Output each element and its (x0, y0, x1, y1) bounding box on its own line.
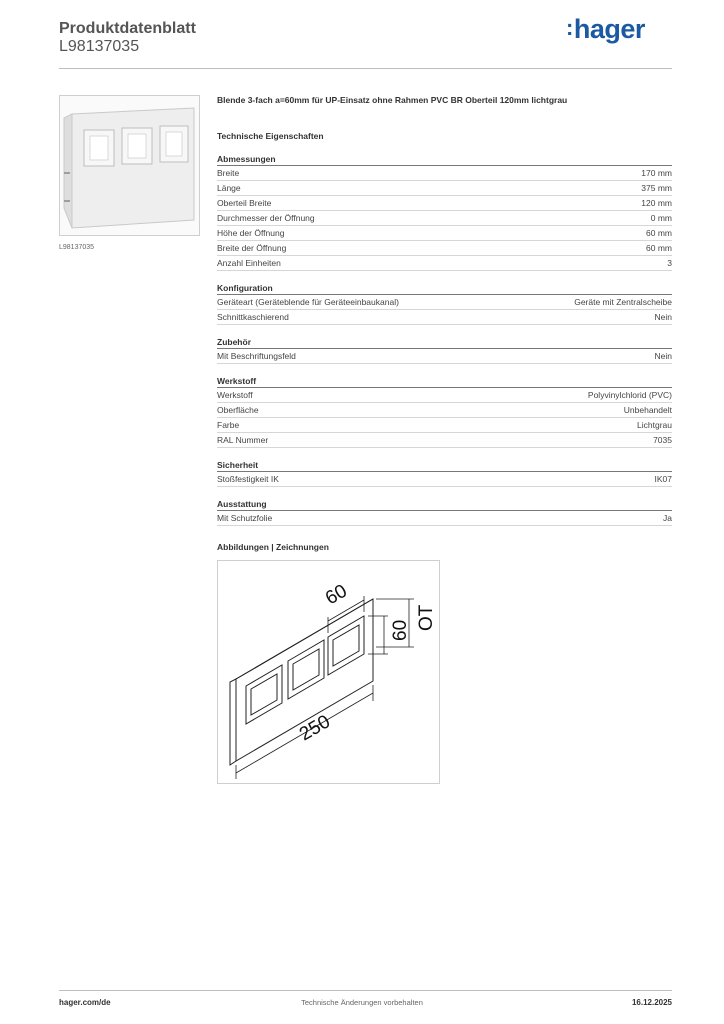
spec-label: RAL Nummer (217, 435, 269, 445)
hager-logo (566, 14, 645, 45)
footer-website[interactable]: hager.com/de (59, 998, 111, 1007)
spec-label: Werkstoff (217, 390, 253, 400)
spec-row (217, 226, 672, 241)
spec-row (217, 511, 672, 526)
product-photo (59, 95, 200, 236)
image-caption: L98137035 (59, 244, 95, 251)
spec-label: Oberfläche (217, 405, 259, 415)
spec-label: Länge (217, 183, 241, 193)
footer-divider (59, 990, 672, 991)
spec-value: Ja (663, 513, 672, 523)
figures-heading: Abbildungen | Zeichnungen (217, 542, 329, 552)
section-title: Werkstoff (217, 375, 672, 388)
section-abmessungen (217, 153, 672, 271)
spec-value: 60 mm (646, 228, 672, 238)
spec-value: IK07 (654, 474, 672, 484)
dimension-drawing (218, 561, 439, 783)
spec-row (217, 388, 672, 403)
section-title: Konfiguration (217, 282, 672, 295)
tech-heading: Technische Eigenschaften (217, 131, 324, 141)
spec-value: Geräte mit Zentralscheibe (574, 297, 672, 307)
spec-value: Nein (654, 351, 672, 361)
top-height-label: OT (416, 604, 437, 631)
spec-row (217, 256, 672, 271)
spec-row (217, 166, 672, 181)
spec-value: 375 mm (641, 183, 672, 193)
spec-value: 120 mm (641, 198, 672, 208)
spec-row (217, 241, 672, 256)
spec-label: Durchmesser der Öffnung (217, 213, 315, 223)
product-description: Blende 3-fach a=60mm für UP-Einsatz ohne Rahmen PVC BR Oberteil 120mm lichtgrau (217, 95, 568, 105)
spec-value: Polyvinylchlorid (PVC) (587, 390, 672, 400)
spec-label: Breite (217, 168, 240, 178)
spec-label: Stoßfestigkeit IK (217, 474, 279, 484)
technical-drawing (217, 560, 440, 784)
section-title: Abmessungen (217, 153, 672, 166)
logo-dots-icon: : (566, 15, 573, 40)
spec-label: Schnittkaschierend (217, 312, 289, 322)
spec-value: 3 (667, 258, 672, 268)
spec-row (217, 295, 672, 310)
spec-value: 7035 (653, 435, 672, 445)
spec-label: Farbe (217, 420, 240, 430)
spec-row (217, 181, 672, 196)
spec-value: 170 mm (641, 168, 672, 178)
logo-text: hager (573, 14, 645, 44)
section-konfiguration (217, 282, 672, 325)
page-title: Produktdatenblatt (59, 20, 196, 37)
footer-notice: Technische Änderungen vorbehalten (301, 998, 423, 1007)
spec-content (217, 93, 672, 526)
cover-plate-illustration (60, 96, 199, 235)
spec-label: Breite der Öffnung (217, 243, 287, 253)
spec-label: Anzahl Einheiten (217, 258, 281, 268)
spec-value: Nein (654, 312, 672, 322)
spec-label: Geräteart (Geräteblende für Geräteeinbaukanal) (217, 297, 399, 307)
section-ausstattung (217, 498, 672, 526)
spec-value: Lichtgrau (637, 420, 672, 430)
opening-width-label: 60 (322, 580, 351, 610)
spec-row (217, 403, 672, 418)
section-title: Zubehör (217, 336, 672, 349)
product-code: L98137035 (59, 38, 140, 55)
spec-row (217, 196, 672, 211)
spec-value: 60 mm (646, 243, 672, 253)
section-werkstoff (217, 375, 672, 448)
spec-label: Mit Schutzfolie (217, 513, 273, 523)
spec-row (217, 349, 672, 364)
spec-label: Höhe der Öffnung (217, 228, 285, 238)
spec-value: Unbehandelt (623, 405, 672, 415)
spec-row (217, 433, 672, 448)
footer-date: 16.12.2025 (631, 998, 672, 1007)
header-divider (59, 68, 672, 69)
spec-label: Oberteil Breite (217, 198, 272, 208)
section-sicherheit (217, 459, 672, 487)
spec-row (217, 211, 672, 226)
length-dimension-label: 250 (296, 711, 334, 746)
spec-row (217, 472, 672, 487)
spec-row (217, 418, 672, 433)
section-zubehoer (217, 336, 672, 364)
spec-value: 0 mm (650, 213, 672, 223)
spec-row (217, 310, 672, 325)
opening-height-label: 60 (390, 619, 411, 641)
section-title: Ausstattung (217, 498, 672, 511)
section-title: Sicherheit (217, 459, 672, 472)
spec-label: Mit Beschriftungsfeld (217, 351, 296, 361)
